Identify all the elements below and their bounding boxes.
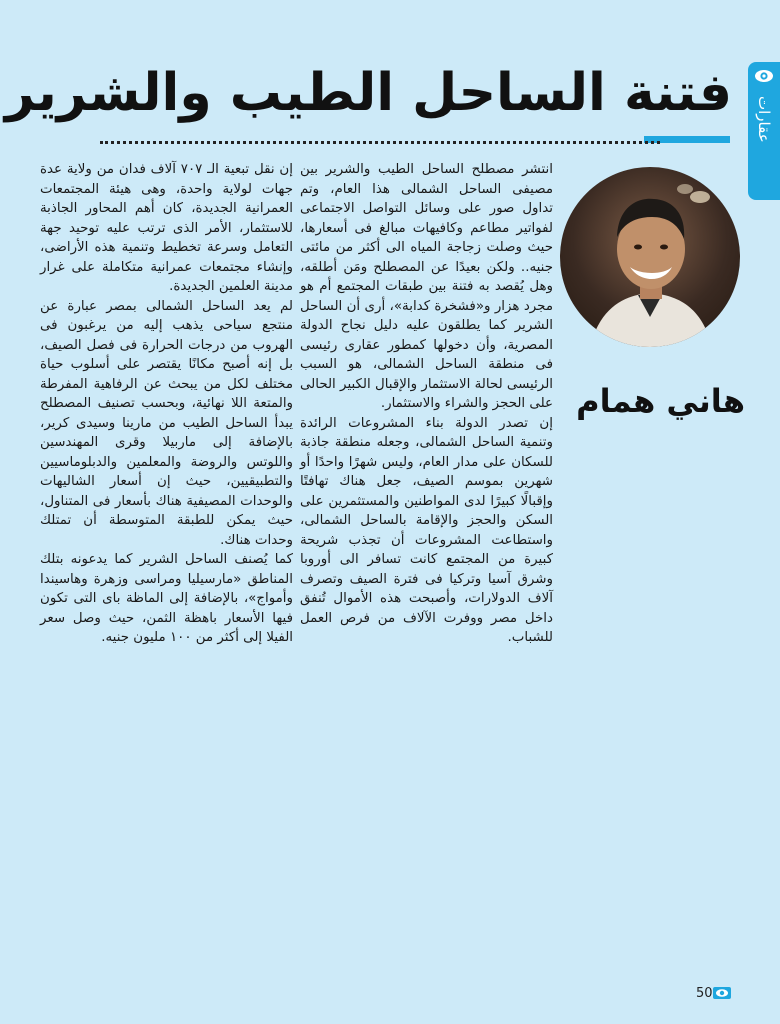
paragraph: انتشر مصطلح الساحل الطيب والشرير بين مصيفى الساحل الشمالى هذا العام، وتم تداول صور على وسائل التواصل الاجتماعى لفواتير مطاعم وكافيهات مبالغ فى أسعارها، حيث وصلت زجاجة المياه الى أكثر من مائتى جنيه.. ولكن بعيدًا عن المصطلح ومَن أطلقه، وهل يُقصد به فتنة بين طبقات المجتمع أم هو مجرد هزار و«فشخرة كدابة»، أرى أن الساحل الشرير كما يطلقون عليه دليل نجاح الدولة المصرية، وأن دخولها كمطور عقارى رئيسى فى منطقة الساحل الشمالى، هو السبب الرئيسى لحالة الاستثمار والإقبال الكبير الحالى على الحجز والشراء والاستثمار. bbox=[300, 162, 553, 411]
eye-logo-icon bbox=[753, 68, 775, 84]
headline: فتنة الساحل الطيب والشرير bbox=[4, 63, 732, 123]
paragraph: إن نقل تبعية الـ ٧٠٧ آلاف فدان من ولاية عدة جهات لولاية واحدة، وهى هيئة المجتمعات العمرانية الجديدة، كان أهم المحاور الجاذبة للاستثمار، الأمر الذى ترتب عليه توحيد جهة التعامل وسرعة تخطيط وتنمية هذه الأراضى، وإنشاء مجتمعات عمرانية متكاملة على غرار مدينة العلمين الجديدة. bbox=[40, 162, 293, 294]
section-tab bbox=[748, 62, 780, 200]
author-photo bbox=[560, 167, 740, 347]
paragraph: كما يُصنف الساحل الشرير كما يدعونه بتلك المناطق «مارسيليا ومراسى وزهرة وهاسيندا وأمواج»، بالإضافة إلى الماظة باى التى تكون فيها الأسعار باهظة الثمن، حيث وصل سعر الفيلا إلى أكثر من ١٠٠ مليون جنيه. bbox=[40, 552, 293, 645]
article-column-left bbox=[40, 160, 293, 648]
paragraph: لم يعد الساحل الشمالى بمصر عبارة عن منتجع سياحى يذهب إليه من يرغبون فى الهروب من درجات الحرارة فى فصل الصيف، بل إنه أصبح مكانًا يقتصر على أسلوب حياة مختلف لكل من يبحث عن الرفاهية المفرطة والمتعة اللا نهائية، وبحسب تصنيف المصطلح يبدأ الساحل الطيب من مارينا وسيدى كرير، بالإضافة إلى ماربيلا وقرى المهندسين واللوتس والروضة والمعلمين والدبلوماسيين والتطبيقيين، حيث إن أسعار الشاليهات والوحدات المصيفية هناك بأسعار فى المتناول، حيث يمكن للطبقة المتوسطة أن تمتلك وحدات هناك. bbox=[40, 298, 293, 548]
author-name: هاني همام bbox=[576, 382, 745, 420]
section-label: عقارات bbox=[755, 96, 773, 143]
dotted-divider bbox=[100, 141, 660, 144]
page-number: 50 bbox=[696, 986, 713, 1001]
article-column-right bbox=[300, 160, 553, 648]
eye-logo-icon bbox=[713, 987, 731, 999]
paragraph: إن تصدر الدولة بناء المشروعات الرائدة وتنمية الساحل الشمالى، وجعله منطقة جاذبة للسكان على مدار العام، وليس شهرًا واحدًا أو شهرين بموسم الصيف، جعل هناك تهافتًا وإقبالًا كبيرًا لدى المواطنين والمستثمرين على السكن والحجز والإقامة بالساحل الشمالى، واستطاعت المشروعات أن تجذب شريحة كبيرة من المجتمع كانت تسافر الى أوروبا وشرق آسيا وتركيا فى فترة الصيف وتصرف آلاف الدولارات، وأصبحت هذه الأموال تُنفق داخل مصر ووفرت الآلاف من فرص العمل للشباب. bbox=[300, 415, 553, 645]
